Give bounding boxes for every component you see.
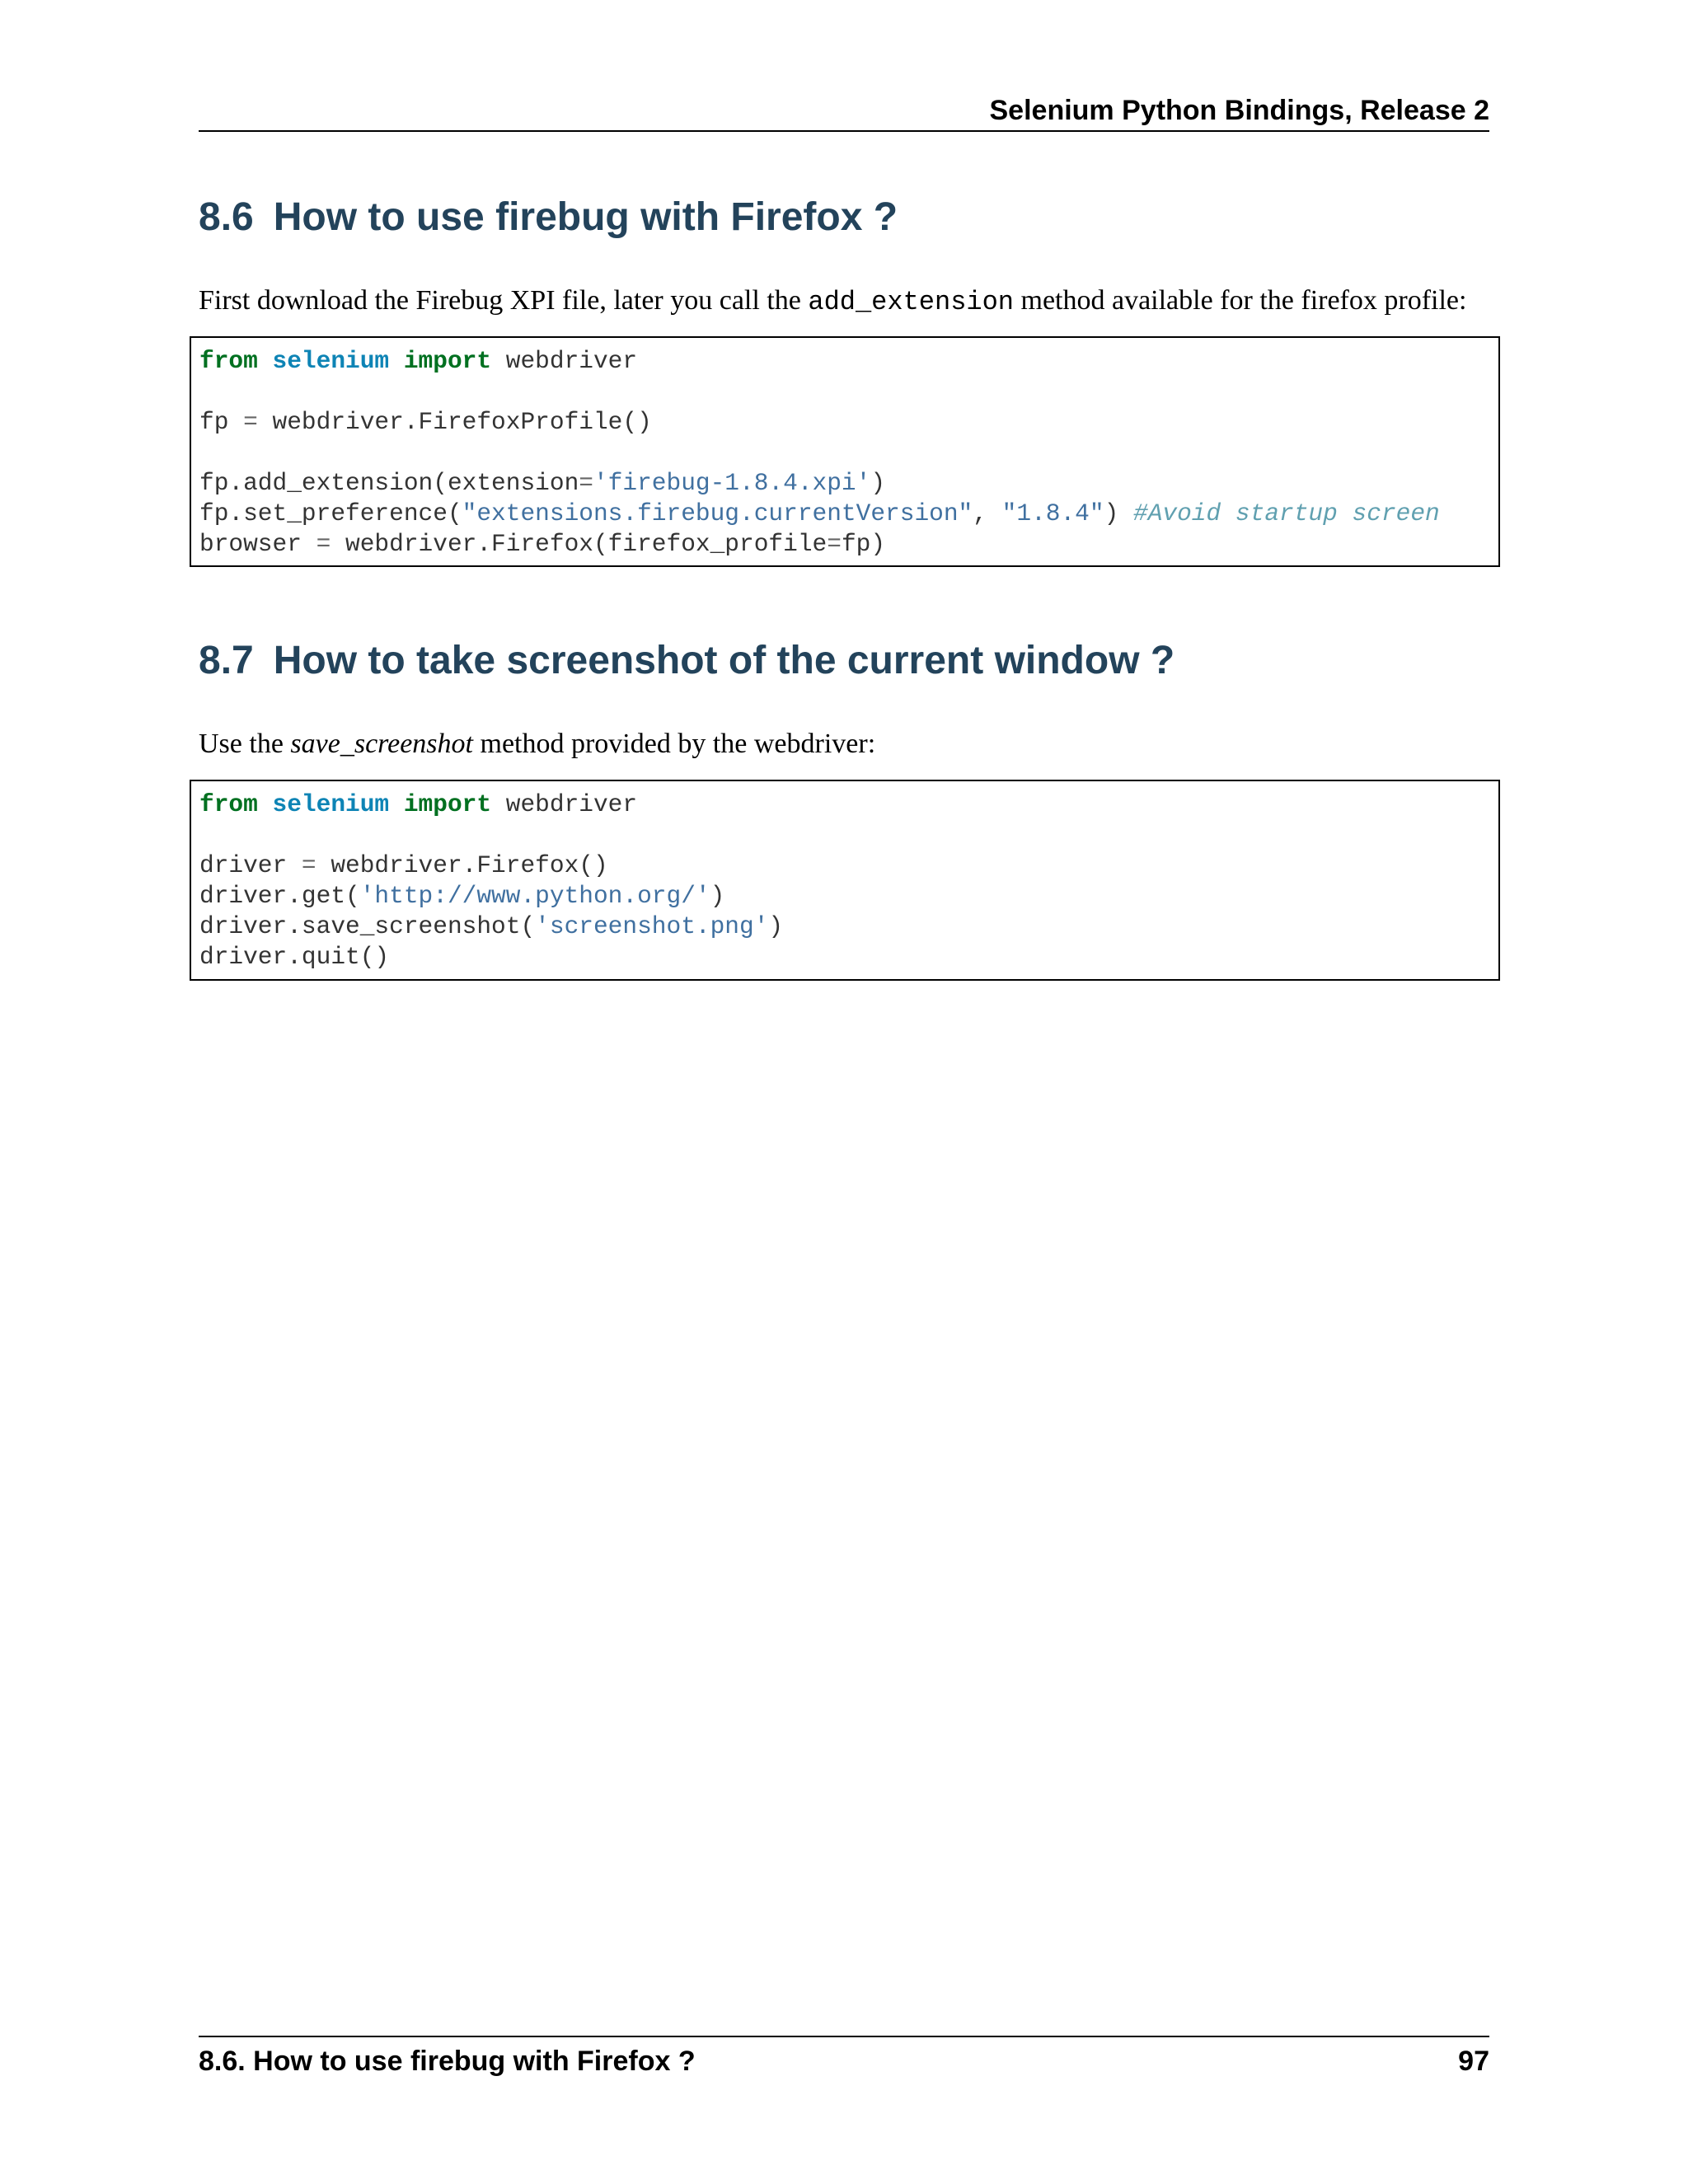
keyword: from (199, 790, 258, 818)
keyword: from (199, 347, 258, 375)
operator: = (579, 469, 593, 497)
code-line (199, 499, 1490, 529)
code-line (199, 468, 1490, 499)
code-line (199, 942, 1490, 972)
code-text: ) (1104, 499, 1133, 527)
string-literal: "extensions.firebug.currentVersion" (462, 499, 973, 527)
code-text: webdriver (491, 790, 638, 818)
code-text: webdriver.Firefox() (316, 851, 608, 879)
intro-text: Use the (199, 729, 291, 759)
code-text: driver.get( (199, 882, 360, 910)
emphasized-method: save_screenshot (290, 729, 473, 759)
section-number: 8.7 (199, 639, 254, 682)
code-line (199, 529, 1490, 560)
intro-text: method available for the firefox profile: (1014, 285, 1467, 316)
string-literal: "1.8.4" (1001, 499, 1104, 527)
code-line (199, 346, 1490, 377)
operator: = (316, 530, 331, 558)
section-title: How to use firebug with Firefox ? (273, 195, 898, 239)
section-intro-paragraph (199, 285, 1493, 317)
code-text: , (973, 499, 1002, 527)
section-title: How to take screenshot of the current window ? (273, 639, 1175, 682)
code-text: ) (710, 882, 725, 910)
code-line (199, 851, 1490, 881)
operator: = (301, 851, 316, 879)
code-text: driver.save_screenshot( (199, 912, 536, 940)
keyword: import (403, 347, 492, 375)
code-block-screenshot (190, 780, 1500, 981)
code-line-blank (199, 438, 1490, 468)
code-line (199, 790, 1490, 820)
operator: = (243, 408, 258, 436)
inline-code: add_extension (808, 287, 1014, 317)
module-name: selenium (272, 790, 390, 818)
section-heading-8-6 (199, 194, 898, 240)
code-block-firebug (190, 336, 1500, 567)
code-text: ) (768, 912, 784, 940)
running-footer (199, 2036, 1489, 2085)
operator: = (827, 530, 842, 558)
code-text: webdriver.FirefoxProfile() (257, 408, 652, 436)
code-line (199, 881, 1490, 912)
code-text: fp (199, 408, 244, 436)
code-text: fp.set_preference( (199, 499, 462, 527)
string-literal: 'http://www.python.org/' (359, 882, 710, 910)
string-literal: 'screenshot.png' (535, 912, 769, 940)
module-name: selenium (272, 347, 390, 375)
code-text: webdriver (491, 347, 638, 375)
code-text: browser (199, 530, 316, 558)
code-line (199, 407, 1490, 438)
code-text: driver (199, 851, 302, 879)
intro-text: First download the Firebug XPI file, later you call the (199, 285, 809, 316)
intro-text: method provided by the webdriver: (473, 729, 876, 759)
code-text: ) (870, 469, 886, 497)
page-number: 97 (1458, 2046, 1489, 2077)
footer-section-title: 8.6. How to use firebug with Firefox ? (199, 2046, 696, 2077)
section-intro-paragraph (199, 729, 1493, 760)
keyword: import (403, 790, 492, 818)
code-text: fp.add_extension(extension (199, 469, 579, 497)
code-text: driver.quit() (199, 943, 390, 971)
code-text: webdriver.Firefox(firefox_profile (331, 530, 828, 558)
code-line-blank (199, 820, 1490, 851)
code-text: fp) (841, 530, 886, 558)
code-comment: #Avoid startup screen (1133, 499, 1440, 527)
string-literal: 'firebug-1.8.4.xpi' (593, 469, 871, 497)
section-number: 8.6 (199, 195, 254, 239)
code-line (199, 912, 1490, 942)
running-header: Selenium Python Bindings, Release 2 (199, 91, 1489, 132)
section-heading-8-7 (199, 638, 1175, 683)
code-line-blank (199, 377, 1490, 407)
